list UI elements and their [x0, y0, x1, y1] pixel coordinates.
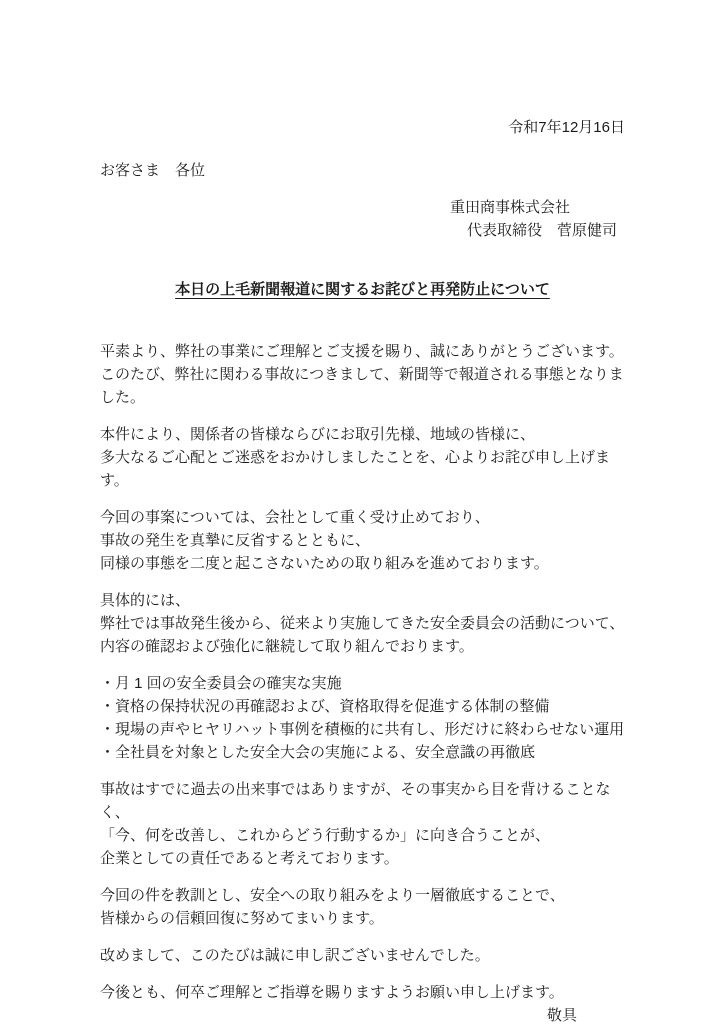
body-line: 事故はすでに過去の出来事ではありますが、その事実から目を背けることなく、	[100, 781, 611, 821]
paragraph-reapology	[100, 944, 625, 967]
paragraph-greeting	[100, 340, 625, 409]
bullet-list-measures	[100, 672, 625, 764]
sender-block	[100, 196, 625, 242]
paragraph-measures-intro	[100, 589, 625, 658]
body-line: 弊社では事故発生後から、従来より実施してきた安全委員会の活動について、	[100, 615, 625, 632]
bullet-item: ・現場の声やヒヤリハット事例を積極的に共有し、形だけに終わらせない運用	[100, 721, 625, 738]
paragraph-trust	[100, 884, 625, 930]
body-line: 事故の発生を真摯に反省するとともに、	[100, 532, 371, 549]
letter-date: 令和7年12月16日	[508, 119, 625, 136]
body-line: このたび、弊社に関わる事故につきまして、新聞等で報道される事態となりました。	[100, 366, 624, 406]
body-line: 今回の事案については、会社として重く受け止めており、	[100, 509, 490, 526]
body-line: 本件により、関係者の皆様ならびにお取引先様、地域の皆様に、	[100, 426, 536, 443]
signer-name: 代表取締役 菅原健司	[467, 222, 618, 239]
body-line: 皆様からの信頼回復に努めてまいります。	[100, 910, 384, 927]
body-line: 改めまして、このたびは誠に申し訳ございませんでした。	[100, 947, 490, 964]
body-line: 今後とも、何卒ご理解とご指導を賜りますようお願い申し上げます。	[100, 984, 564, 1001]
bullet-item: ・月 1 回の安全委員会の確実な実施	[100, 675, 342, 692]
body-line: 内容の確認および強化に継続して取り組んでおります。	[100, 638, 474, 655]
letter-body	[100, 340, 625, 1024]
closing-keigu: 敬具	[546, 1007, 577, 1024]
paragraph-stance	[100, 506, 625, 575]
body-line: 多大なるご心配とご迷惑をおかけしましたことを、心よりお詫び申し上げます。	[100, 449, 611, 489]
paragraph-apology	[100, 423, 625, 492]
body-line: 「今、何を改善し、これからどう行動するか」に向き合うことが、	[100, 827, 551, 844]
body-line: 企業としての責任であると考えております。	[100, 850, 399, 867]
letter-title-text: 本日の上毛新聞報道に関するお詫びと再発防止について	[175, 281, 550, 298]
paragraph-request	[100, 981, 625, 1004]
company-name: 重田商事株式会社	[450, 199, 571, 216]
body-line: 同様の事態を二度と起こさないための取り組みを進めております。	[100, 555, 549, 572]
bullet-item: ・全社員を対象とした安全大会の実施による、安全意識の再徹底	[100, 744, 536, 761]
bullet-item: ・資格の保持状況の再確認および、資格取得を促進する体制の整備	[100, 698, 550, 715]
body-line: 今回の件を教訓とし、安全への取り組みをより一層徹底することで、	[100, 887, 565, 904]
body-line: 具体的には、	[100, 592, 191, 609]
paragraph-responsibility	[100, 778, 625, 870]
letter-title	[100, 278, 625, 301]
recipient-line: お客さま 各位	[100, 162, 206, 179]
body-line: 平素より、弊社の事業にご理解とご支援を賜り、誠にありがとうございます。	[100, 343, 624, 360]
